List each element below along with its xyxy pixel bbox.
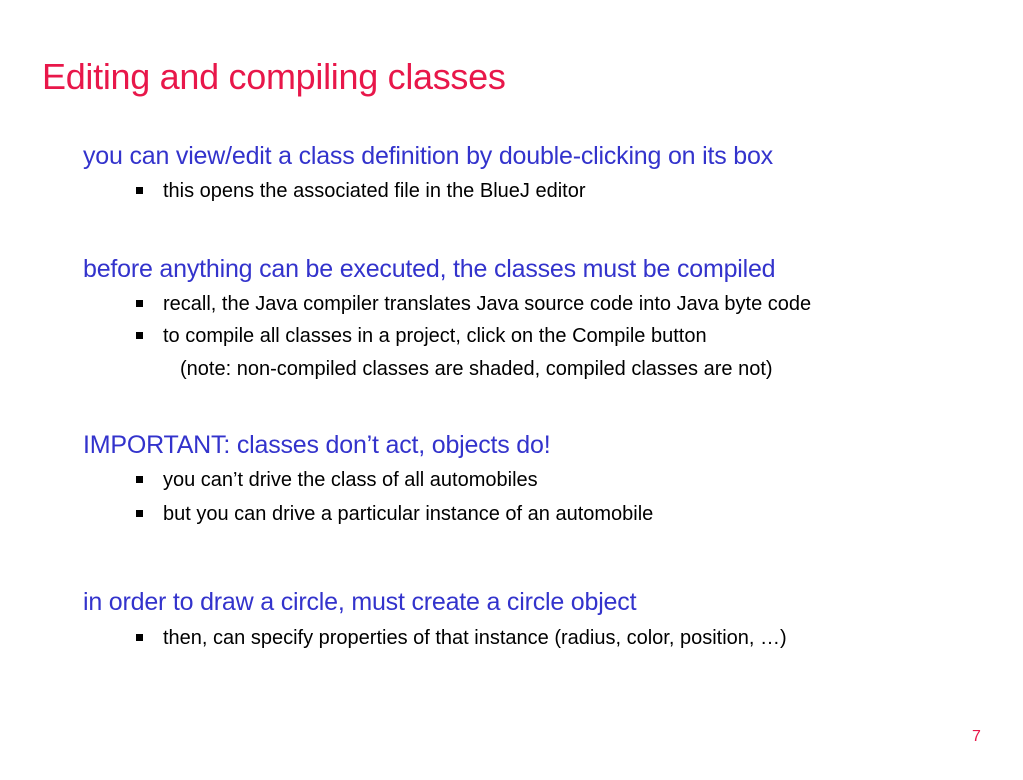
point-important: IMPORTANT: classes don’t act, objects do! [83, 431, 551, 459]
sub-bullet [136, 293, 811, 316]
compile-note: (note: non-compiled classes are shaded, compiled classes are not) [180, 358, 773, 380]
sub-bullet-text: recall, the Java compiler translates Java source code into Java byte code [163, 293, 812, 315]
sub-bullet [136, 627, 787, 650]
sub-bullet-text: to compile all classes in a project, click on the Compile button [163, 325, 707, 347]
square-bullet-icon [136, 476, 143, 483]
sub-bullet-text: this opens the associated file in the BlueJ editor [163, 180, 586, 202]
sub-bullet [136, 469, 538, 492]
sub-bullet [136, 325, 707, 348]
square-bullet-icon [136, 634, 143, 641]
point-circle-object: in order to draw a circle, must create a circle object [83, 588, 637, 616]
sub-bullet-text: you can’t drive the class of all automobiles [163, 469, 538, 491]
page-number: 7 [972, 728, 981, 745]
sub-bullet-text: but you can drive a particular instance of an automobile [163, 503, 654, 525]
square-bullet-icon [136, 332, 143, 339]
square-bullet-icon [136, 187, 143, 194]
sub-bullet [136, 503, 653, 526]
sub-bullet [136, 180, 585, 203]
slide-title: Editing and compiling classes [42, 56, 506, 97]
sub-bullet-text: then, can specify properties of that instance (radius, color, position, …) [163, 627, 787, 649]
square-bullet-icon [136, 300, 143, 307]
point-view-edit: you can view/edit a class definition by double-clicking on its box [83, 142, 773, 170]
square-bullet-icon [136, 510, 143, 517]
point-compile: before anything can be executed, the classes must be compiled [83, 255, 776, 283]
